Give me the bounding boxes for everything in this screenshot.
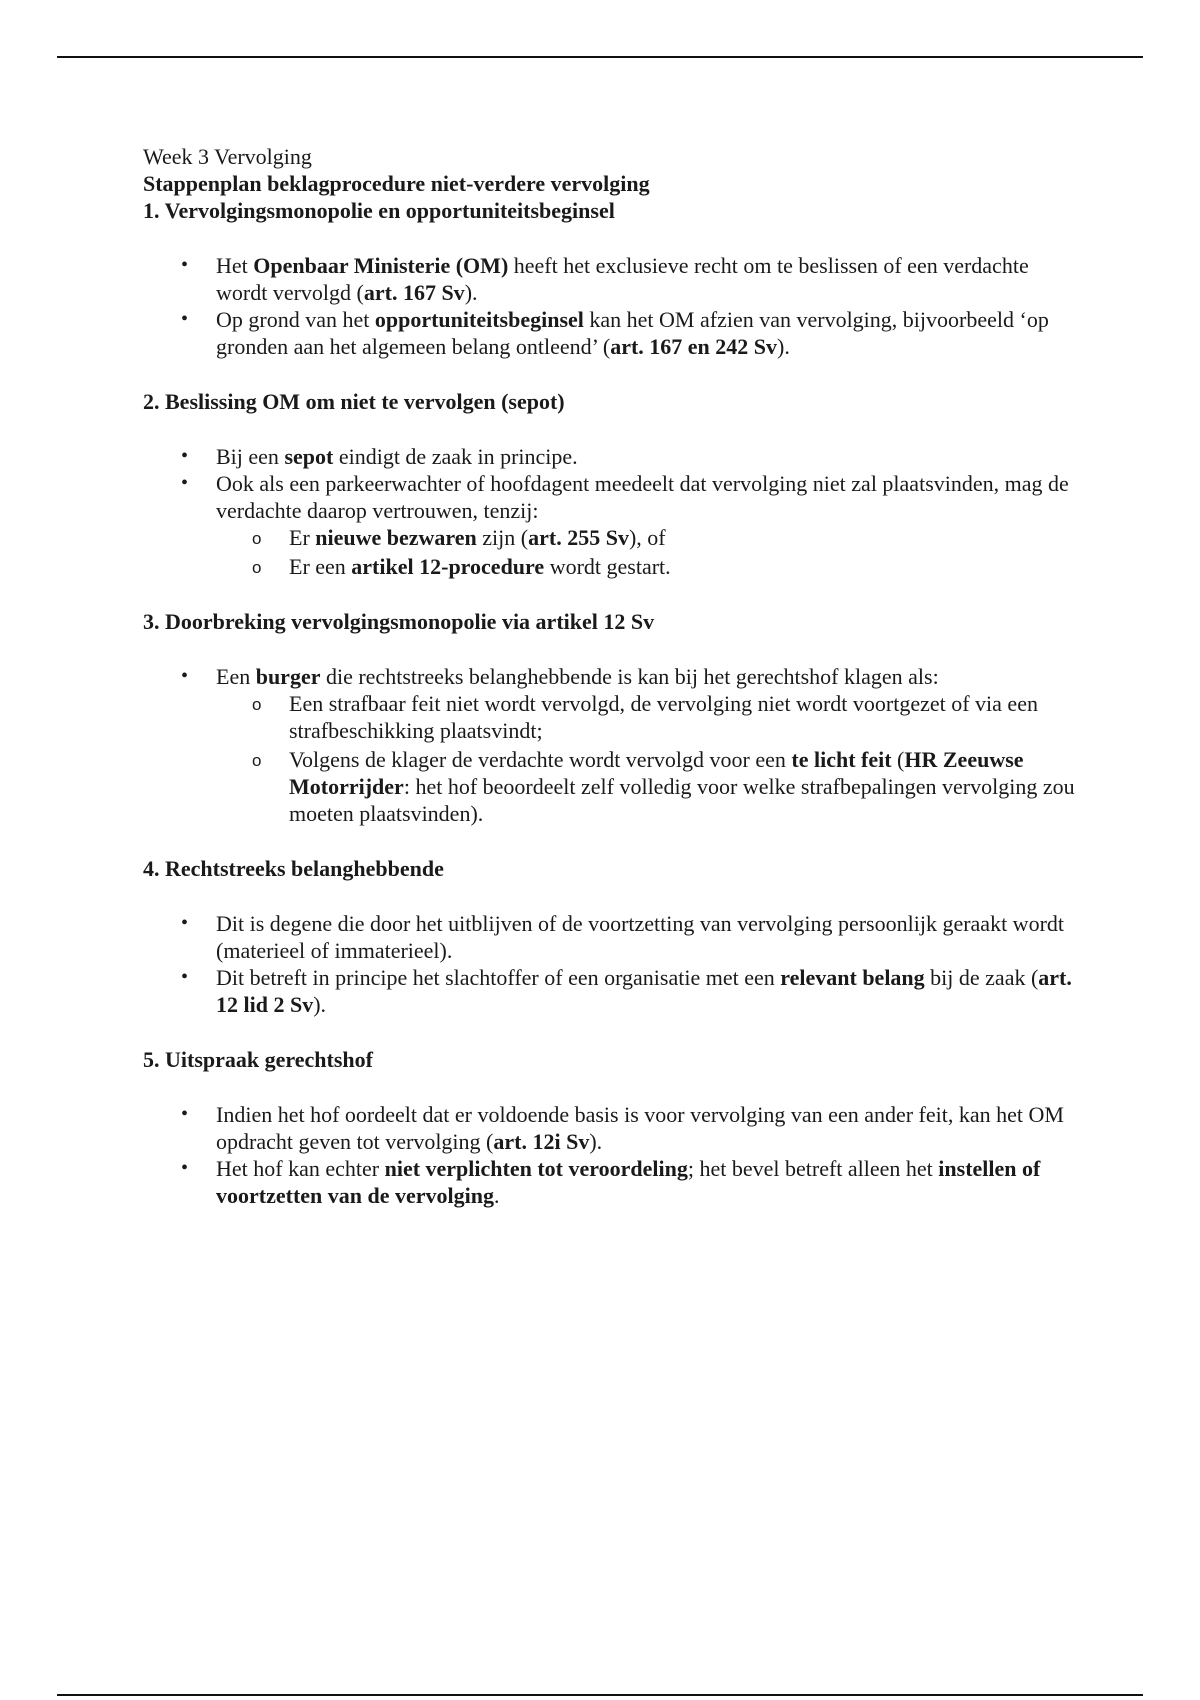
section-5-list bbox=[143, 1101, 1083, 1209]
section-2-title: 2. Beslissing OM om niet te vervolgen (sepot) bbox=[143, 389, 565, 414]
list-item: • Op grond van het opportuniteitsbeginsel kan het OM afzien van vervolging, bijvoorbeeld ‘op gronden aan het algemeen belang ontleend’ (art. 167 en 242 Sv). bbox=[216, 306, 1083, 360]
section-3-sublist bbox=[216, 690, 1083, 827]
sub-list-item: o Een strafbaar feit niet wordt vervolgd, de vervolging niet wordt voortgezet of via een strafbeschikking plaatsvindt; bbox=[289, 690, 1083, 744]
section-1-title: 1. Vervolgingsmonopolie en opportuniteitsbeginsel bbox=[143, 198, 615, 223]
section-4-list bbox=[143, 910, 1083, 1018]
section-3-list bbox=[143, 663, 1083, 827]
list-item: • Bij een sepot eindigt de zaak in principe. bbox=[216, 443, 1083, 470]
week-heading: Week 3 Vervolging bbox=[143, 144, 312, 169]
section-2-sublist bbox=[216, 524, 1083, 580]
list-item: • Dit is degene die door het uitblijven of de voortzetting van vervolging persoonlijk geraakt wordt (materieel of immaterieel). bbox=[216, 910, 1083, 964]
sub-list-item: o Er een artikel 12-procedure wordt gestart. bbox=[289, 553, 1083, 580]
section-1-list bbox=[143, 252, 1083, 360]
list-item: • Indien het hof oordeelt dat er voldoende basis is voor vervolging van een ander feit, kan het OM opdracht geven tot vervolging (art. 12i Sv). bbox=[216, 1101, 1083, 1155]
list-item: • Dit betreft in principe het slachtoffer of een organisatie met een relevant belang bij de zaak (art. 12 lid 2 Sv). bbox=[216, 964, 1083, 1018]
section-5-title: 5. Uitspraak gerechtshof bbox=[143, 1047, 373, 1072]
document-body bbox=[143, 143, 1083, 1237]
list-item: • Het hof kan echter niet verplichten tot veroordeling; het bevel betreft alleen het instellen of voortzetten van de vervolging. bbox=[216, 1155, 1083, 1209]
header-rule bbox=[57, 56, 1143, 58]
list-item: • Ook als een parkeerwachter of hoofdagent meedeelt dat vervolging niet zal plaatsvinden, mag de verdachte daarop vertrouwen, tenzij: o Er nieuwe bezwaren zijn (art. 255 Sv), of o Er een artikel 12-procedure wordt gestart. bbox=[216, 470, 1083, 580]
sub-list-item: o Er nieuwe bezwaren zijn (art. 255 Sv), of bbox=[289, 524, 1083, 551]
section-4-title: 4. Rechtstreeks belanghebbende bbox=[143, 856, 444, 881]
list-item: • Een burger die rechtstreeks belanghebbende is kan bij het gerechtshof klagen als: o Een strafbaar feit niet wordt vervolgd, de vervolging niet wordt voortgezet of via een strafbeschikking plaatsvindt; o Volgens de klager de verdachte wordt vervolgd voor een te licht feit (HR Zeeuwse Motorrijder: het hof beoordeelt zelf volledig voor welke strafbepalingen vervolging zou moeten plaatsvinden). bbox=[216, 663, 1083, 827]
section-3-title: 3. Doorbreking vervolgingsmonopolie via artikel 12 Sv bbox=[143, 609, 655, 634]
footer-rule bbox=[57, 1694, 1143, 1696]
section-2-list bbox=[143, 443, 1083, 580]
document-subtitle: Stappenplan beklagprocedure niet-verdere vervolging bbox=[143, 171, 650, 196]
list-item: • Het Openbaar Ministerie (OM) heeft het exclusieve recht om te beslissen of een verdachte wordt vervolgd (art. 167 Sv). bbox=[216, 252, 1083, 306]
sub-list-item: o Volgens de klager de verdachte wordt vervolgd voor een te licht feit (HR Zeeuwse Motorrijder: het hof beoordeelt zelf volledig voor welke strafbepalingen vervolging zou moeten plaatsvinden). bbox=[289, 746, 1083, 827]
